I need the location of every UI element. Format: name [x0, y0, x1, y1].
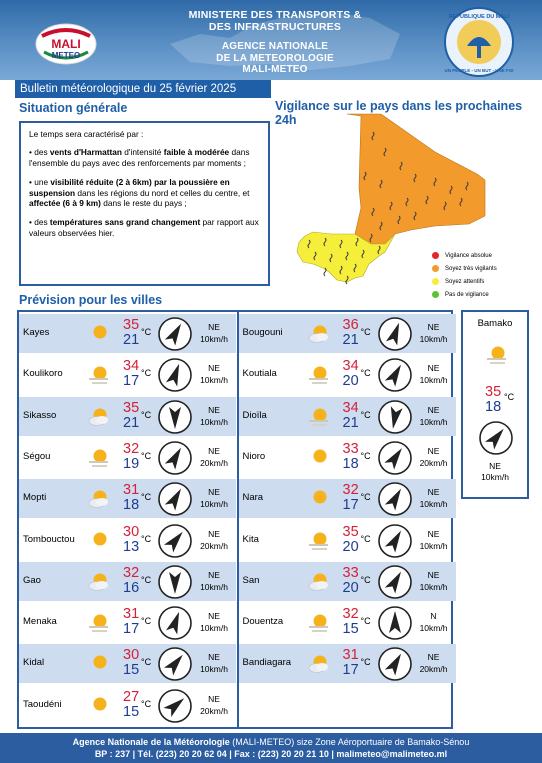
sun-cloud-icon [87, 488, 111, 510]
agency-line-3: MALI-METEO [242, 64, 308, 75]
legend-item-absolue: Vigilance absolue [432, 249, 497, 262]
city-name: Kayes [23, 327, 50, 338]
wind-direction: NE [427, 569, 440, 580]
wind-direction-arrow-icon [157, 688, 193, 724]
city-name: Nara [242, 492, 264, 504]
sun-haze-icon [307, 612, 331, 634]
sun-haze-icon [307, 530, 331, 552]
temp-unit: °C [360, 616, 371, 627]
forecast-row-san [239, 562, 456, 601]
temp-min: 17 [123, 373, 140, 390]
temp-unit: °C [360, 450, 371, 461]
wind-speed: 20km/h [200, 705, 228, 716]
forecast-row-gao [19, 562, 236, 601]
wind-direction: NE [208, 404, 220, 415]
wind-direction-arrow-icon [157, 605, 193, 641]
city-name: Koutiala [242, 368, 277, 380]
temp-min: 20 [342, 579, 359, 596]
temp-unit: °C [141, 492, 152, 503]
vigilance-legend [432, 249, 497, 301]
wind-speed: 10km/h [419, 581, 448, 592]
temp-unit: °C [360, 368, 371, 379]
bamako-city-name: Bamako [477, 318, 513, 329]
sun-icon [307, 488, 331, 510]
temp-min: 15 [123, 703, 140, 720]
forecast-row-nara [239, 479, 456, 518]
temp-max: 36 [342, 317, 359, 333]
legend-dot-orange [432, 265, 439, 272]
wind-direction-arrow-icon [377, 523, 413, 559]
ministry-name [180, 9, 370, 33]
forecast-row-koulikoro [19, 355, 236, 394]
wind-direction-arrow-icon [377, 646, 413, 682]
footer-agency-name: Agence Nationale de la Météorologie [72, 737, 230, 747]
wind-speed: 10km/h [200, 334, 228, 344]
temp-min: 15 [342, 621, 359, 638]
city-name: Sikasso [23, 409, 57, 421]
footer-line-1: Agence Nationale de la Météorologie (MALI-METEO) size Zone Aéroportuaire de Bamako-Sénou [72, 737, 470, 747]
city-name: Dioïla [242, 409, 267, 421]
situation-paragraph-temperature: • des températures sans grand changement par rapport aux valeurs observées hier. [29, 217, 259, 238]
temp-unit: °C [141, 533, 152, 544]
wind-direction: N [430, 611, 437, 622]
wind-speed: 20km/h [419, 664, 448, 675]
temp-unit: °C [360, 492, 371, 503]
temp-min: 17 [123, 621, 140, 638]
bulletin-date-bar: Bulletin météorologique du 25 février 2025 [15, 80, 271, 98]
wind-direction: NE [427, 528, 440, 539]
temp-max: 35 [123, 317, 140, 333]
temp-unit: °C [141, 574, 152, 585]
svg-text:REPUBLIQUE DU MALI: REPUBLIQUE DU MALI [448, 14, 510, 20]
temp-min: 17 [342, 662, 359, 679]
agency-line-2: DE LA METEOROLOGIE [216, 52, 334, 64]
wind-speed: 20km/h [200, 457, 228, 468]
header-banner [0, 0, 542, 80]
temp-unit: °C [141, 368, 152, 379]
situation-paragraph-wind: • des vents d'Harmattan d'intensité faible à modérée dans l'ensemble du pays avec des renforcements par moments ; [29, 147, 250, 168]
city-name: Menaka [23, 616, 57, 628]
svg-text:METEO: METEO [51, 51, 81, 60]
forecast-row-douentza [239, 603, 456, 642]
wind-direction-arrow-icon [157, 316, 193, 352]
wind-direction: NE [208, 652, 220, 663]
wind-direction: NE [427, 322, 440, 332]
wind-direction: NE [427, 404, 440, 415]
wind-direction: NE [208, 363, 220, 374]
sun-icon [87, 530, 111, 552]
situation-title: Situation générale [19, 101, 128, 115]
temp-max: 34 [342, 358, 359, 375]
wind-speed: 10km/h [200, 664, 228, 675]
bamako-temp-min: 18 [485, 399, 502, 415]
forecast-row-bougouni [239, 314, 456, 353]
legend-item-pas-de-vigilance: Pas de vigilance [432, 288, 497, 301]
situation-paragraph-visibility: • une visibilité réduite (2 à 6km) par la poussière en suspension dans les régions du nord et celles du centre, et affectée (6 à 9 km) dans le reste du pays ; [29, 177, 250, 209]
sun-cloud-icon [307, 653, 331, 675]
forecast-row-koutiala [239, 355, 456, 394]
forecast-row-sikasso [19, 397, 236, 436]
temp-max: 31 [342, 647, 359, 664]
wind-direction-arrow-icon [377, 357, 413, 393]
wind-direction-arrow-icon [377, 564, 413, 600]
wind-direction: NE [427, 445, 440, 456]
city-name: Taoudéni [23, 698, 62, 710]
vigilance-zone-orange [347, 114, 485, 244]
city-name: Tombouctou [23, 533, 75, 545]
temp-max: 27 [123, 688, 140, 705]
temp-unit: °C [360, 327, 371, 337]
sun-haze-icon [307, 406, 331, 428]
temp-min: 21 [342, 414, 359, 431]
temp-max: 34 [342, 399, 359, 416]
city-name: Bandiagara [242, 657, 292, 669]
bamako-wind-direction: NE [489, 461, 501, 471]
temp-unit: °C [360, 533, 371, 544]
temp-min: 18 [123, 497, 140, 514]
sun-cloud-icon [307, 323, 331, 345]
temp-max: 32 [123, 440, 140, 457]
wind-direction: NE [427, 652, 440, 663]
temp-unit: °C [141, 409, 152, 420]
city-name: Bougouni [242, 327, 283, 338]
temp-min: 18 [342, 455, 359, 472]
ministry-line-2: DES INFRASTRUCTURES [208, 21, 342, 33]
wind-direction: NE [208, 693, 220, 704]
forecast-row-diola [239, 397, 456, 436]
prevision-title: Prévision pour les villes [19, 293, 163, 307]
temp-max: 32 [342, 606, 359, 623]
wind-direction-arrow-icon [157, 564, 193, 600]
city-name: Nioro [242, 450, 266, 462]
wind-direction-arrow-icon [157, 481, 193, 517]
temp-max: 32 [123, 564, 140, 581]
sun-cloud-icon [87, 406, 111, 428]
footer-line-2: BP : 237 | Tél. (223) 20 20 62 04 | Fax : (223) 20 20 21 10 | malimeteo@malimeteo.ml [94, 749, 448, 759]
temp-min: 20 [342, 373, 359, 390]
temp-min: 21 [123, 414, 140, 431]
forecast-row-taoudni [19, 686, 236, 725]
sun-haze-icon [87, 612, 111, 634]
temp-max: 30 [123, 647, 140, 664]
temp-max: 34 [123, 358, 140, 375]
temp-unit: °C [141, 657, 152, 668]
wind-direction-arrow-icon [377, 481, 413, 517]
temp-unit: °C [360, 574, 371, 585]
wind-speed: 10km/h [200, 499, 228, 510]
wind-direction: NE [427, 363, 440, 374]
forecast-row-kidal [19, 644, 236, 683]
situation-text-box [19, 121, 270, 286]
temp-min: 13 [123, 538, 140, 555]
temp-unit: °C [360, 409, 371, 420]
wind-direction-arrow-icon [478, 420, 514, 456]
legend-item-tres-vigilants: Soyez très vigilants [432, 262, 497, 275]
wind-speed: 20km/h [200, 540, 228, 551]
wind-direction-arrow-icon [157, 357, 193, 393]
agency-name [180, 41, 370, 76]
wind-direction-arrow-icon [157, 399, 193, 435]
wind-speed: 10km/h [419, 416, 448, 427]
city-name: Gao [23, 574, 41, 586]
temp-max: 30 [123, 523, 140, 540]
temp-min: 17 [342, 497, 359, 514]
wind-speed: 10km/h [419, 334, 448, 344]
wind-direction-arrow-icon [157, 440, 193, 476]
forecast-row-kayes [19, 314, 236, 353]
sun-icon [87, 323, 111, 345]
temp-min: 19 [123, 455, 140, 472]
city-name: Kidal [23, 657, 45, 669]
forecast-row-nioro [239, 438, 456, 477]
wind-speed: 10km/h [200, 416, 228, 427]
temp-max: 32 [342, 482, 359, 499]
temp-unit: °C [141, 327, 152, 337]
wind-direction-arrow-icon [377, 605, 413, 641]
sun-cloud-icon [87, 571, 111, 593]
bamako-temp-max: 35 [485, 384, 502, 400]
sun-icon [87, 653, 111, 675]
wind-speed: 10km/h [200, 581, 228, 592]
temp-unit: °C [141, 698, 152, 709]
sun-icon [87, 695, 111, 717]
forecast-row-kita [239, 521, 456, 560]
city-name: Koulikoro [23, 368, 63, 380]
footer-contact [0, 733, 542, 763]
city-name: Kita [242, 533, 259, 545]
legend-dot-green [432, 291, 439, 298]
sun-haze-icon [87, 447, 111, 469]
temp-min: 20 [342, 538, 359, 555]
wind-direction: NE [427, 487, 440, 498]
wind-speed: 10km/h [200, 623, 228, 634]
forecast-row-menaka [19, 603, 236, 642]
wind-speed: 10km/h [419, 540, 448, 551]
forecast-row-tombouctou [19, 521, 236, 560]
svg-text:MALI: MALI [51, 37, 81, 51]
wind-speed: 10km/h [419, 623, 448, 634]
wind-direction-arrow-icon [377, 440, 413, 476]
legend-dot-yellow [432, 278, 439, 285]
sun-haze-icon [307, 364, 331, 386]
bamako-wind-speed: 10km/h [481, 472, 509, 482]
temp-max: 33 [342, 564, 359, 581]
temp-max: 35 [123, 399, 140, 416]
wind-speed: 10km/h [419, 375, 448, 386]
svg-text:UN PEUPLE - UN BUT - UNE FOI: UN PEUPLE - UN BUT - UNE FOI [444, 68, 514, 73]
wind-direction-arrow-icon [157, 646, 193, 682]
ministry-line-1: MINISTERE DES TRANSPORTS & [188, 9, 362, 21]
forecast-row-bandiagara [239, 644, 456, 683]
wind-direction: NE [208, 611, 220, 622]
agency-line-1: AGENCE NATIONALE [221, 41, 329, 52]
wind-direction: NE [208, 322, 220, 332]
wind-speed: 10km/h [419, 499, 448, 510]
legend-dot-red [432, 252, 439, 259]
sun-haze-icon [87, 364, 111, 386]
mali-meteo-logo [34, 22, 98, 66]
temp-unit: °C [141, 616, 152, 627]
city-name: Mopti [23, 492, 47, 504]
city-name: Douentza [242, 616, 284, 628]
temp-max: 33 [342, 440, 359, 457]
republique-du-mali-seal [440, 6, 518, 78]
wind-direction-arrow-icon [377, 316, 413, 352]
forecast-row-sgou [19, 438, 236, 477]
city-name: Ségou [23, 450, 51, 462]
wind-direction-arrow-icon [377, 399, 413, 435]
sun-haze-icon [485, 344, 509, 366]
vigilance-title: Vigilance sur le pays dans les prochaines 24h [275, 99, 523, 127]
city-forecast-table [17, 310, 453, 729]
wind-direction: NE [208, 528, 220, 539]
sun-icon [307, 447, 331, 469]
city-name: San [242, 574, 260, 586]
temp-max: 35 [342, 523, 359, 540]
bamako-temp-unit: °C [504, 392, 515, 402]
temp-max: 31 [123, 482, 140, 499]
temp-min: 15 [123, 662, 140, 679]
bamako-forecast-card [461, 310, 529, 499]
wind-direction: NE [208, 569, 220, 580]
legend-item-attentifs: Soyez attentifs [432, 275, 497, 288]
wind-speed: 20km/h [419, 457, 448, 468]
wind-direction: NE [208, 445, 220, 456]
wind-direction: NE [208, 487, 220, 498]
temp-min: 21 [123, 332, 140, 348]
temp-min: 21 [342, 332, 359, 348]
temp-max: 31 [123, 606, 140, 623]
footer-email-link[interactable]: malimeteo@malimeteo.ml [336, 749, 448, 759]
forecast-row-mopti [19, 479, 236, 518]
temp-min: 16 [123, 579, 140, 596]
temp-unit: °C [141, 450, 152, 461]
situation-intro: Le temps sera caractérisé par : [29, 129, 144, 139]
temp-unit: °C [360, 657, 371, 668]
sun-cloud-icon [307, 571, 331, 593]
wind-speed: 10km/h [200, 375, 228, 386]
wind-direction-arrow-icon [157, 523, 193, 559]
